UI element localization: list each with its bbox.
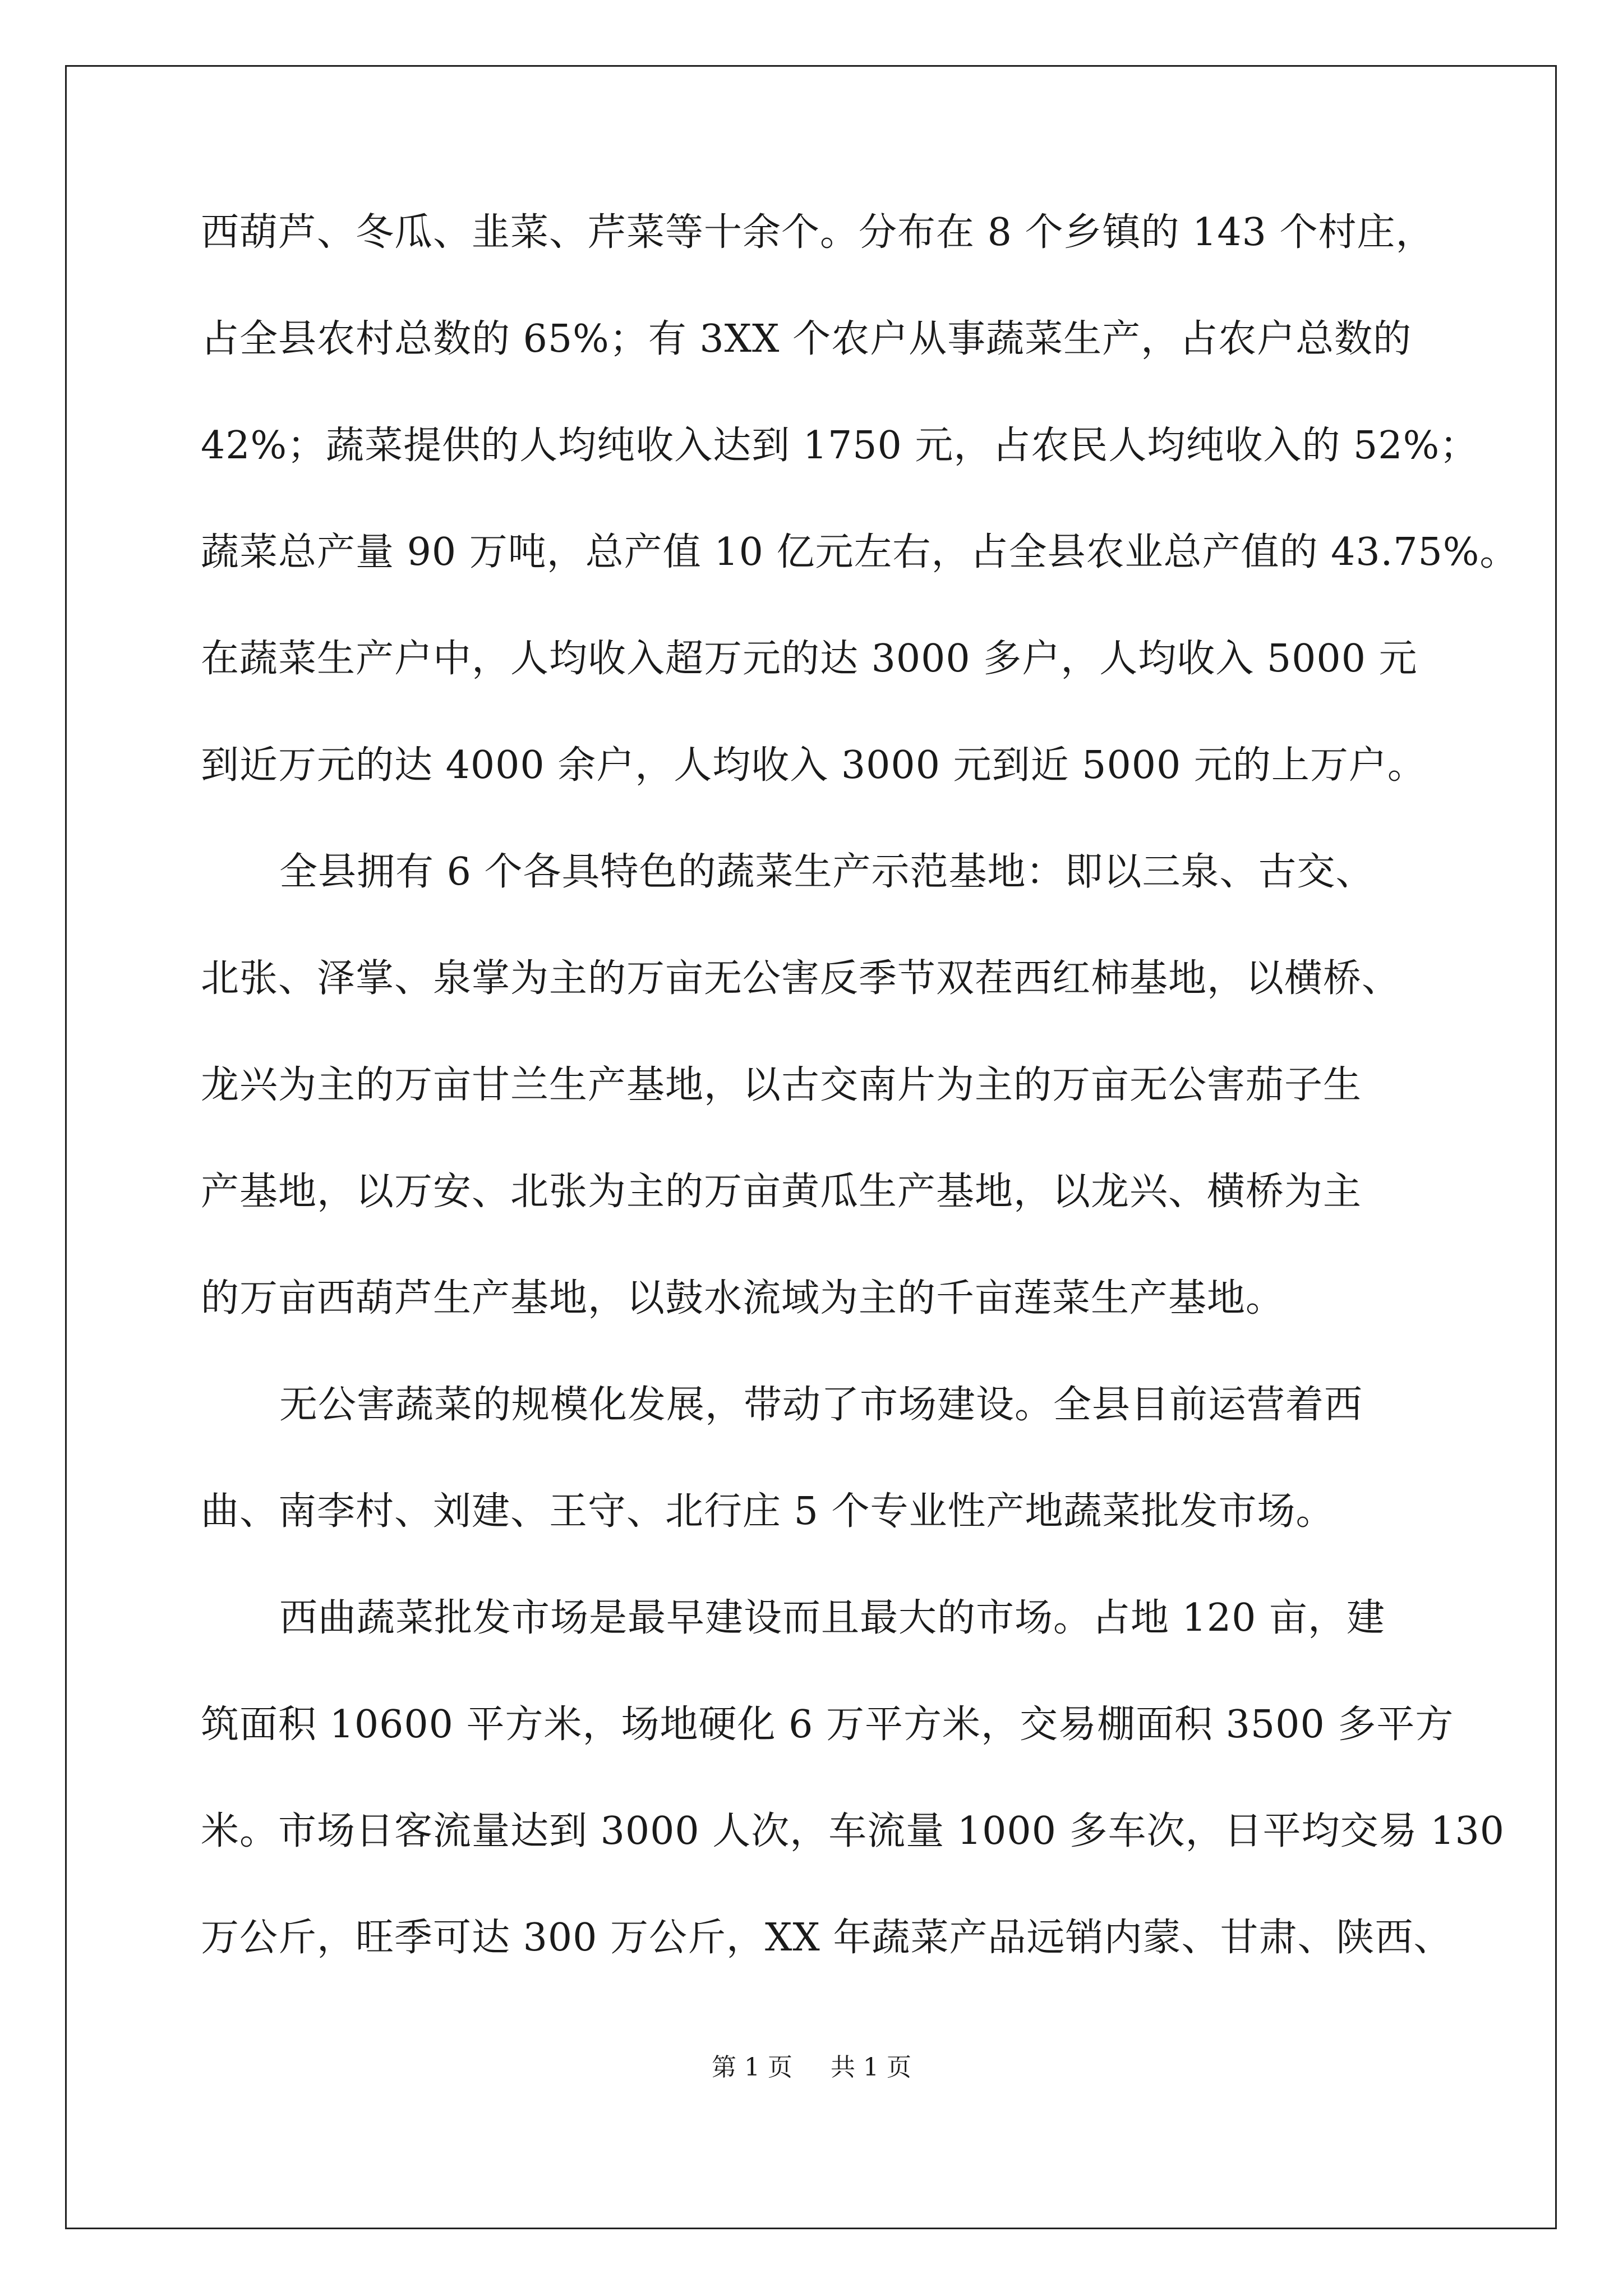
text-line: 到近万元的达 4000 余户，人均收入 3000 元到近 5000 元的上万户。 xyxy=(201,743,1426,788)
page-number: 第 1 页 xyxy=(712,2053,792,2082)
text-line: 蔬菜总产量 90 万吨，总产值 10 亿元左右，占全县农业总产值的 43.75%。 xyxy=(201,530,1519,574)
text-line: 万公斤，旺季可达 300 万公斤，XX 年蔬菜产品远销内蒙、甘肃、陕西、 xyxy=(201,1916,1453,1960)
text-line: 曲、南李村、刘建、王守、北行庄 5 个专业性产地蔬菜批发市场。 xyxy=(201,1489,1335,1534)
text-line: 北张、泽掌、泉掌为主的万亩无公害反季节双茬西红柿基地，以横桥、 xyxy=(201,956,1401,1001)
paragraph-first-line: 西曲蔬菜批发市场是最早建设而且最大的市场。占地 120 亩，建 xyxy=(279,1596,1386,1640)
text-line: 龙兴为主的万亩甘兰生产基地，以古交南片为主的万亩无公害茄子生 xyxy=(201,1063,1362,1107)
text-line: 筑面积 10600 平方米，场地硬化 6 万平方米，交易棚面积 3500 多平方 xyxy=(201,1703,1454,1747)
text-line: 米。市场日客流量达到 3000 人次，车流量 1000 多车次，日平均交易 130 xyxy=(201,1809,1505,1853)
text-line: 在蔬菜生产户中，人均收入超万元的达 3000 多户，人均收入 5000 元 xyxy=(201,637,1418,681)
text-line: 的万亩西葫芦生产基地，以鼓水流域为主的千亩莲菜生产基地。 xyxy=(201,1276,1285,1320)
text-line: 42%；蔬菜提供的人均纯收入达到 1750 元，占农民人均纯收入的 52%； xyxy=(201,424,1479,468)
page-total: 共 1 页 xyxy=(831,2053,911,2082)
page-footer xyxy=(0,2051,1623,2085)
text-line: 西葫芦、冬瓜、韭菜、芹菜等十余个。分布在 8 个乡镇的 143 个村庄， xyxy=(201,210,1435,255)
paragraph-first-line: 无公害蔬菜的规模化发展，带动了市场建设。全县目前运营着西 xyxy=(279,1383,1363,1427)
text-line: 占全县农村总数的 65%；有 3XX 个农户从事蔬菜生产，占农户总数的 xyxy=(201,317,1412,361)
paragraph-first-line: 全县拥有 6 个各具特色的蔬菜生产示范基地：即以三泉、古交、 xyxy=(279,850,1375,894)
text-line: 产基地，以万安、北张为主的万亩黄瓜生产基地，以龙兴、横桥为主 xyxy=(201,1170,1362,1214)
document-body xyxy=(201,194,1519,2005)
